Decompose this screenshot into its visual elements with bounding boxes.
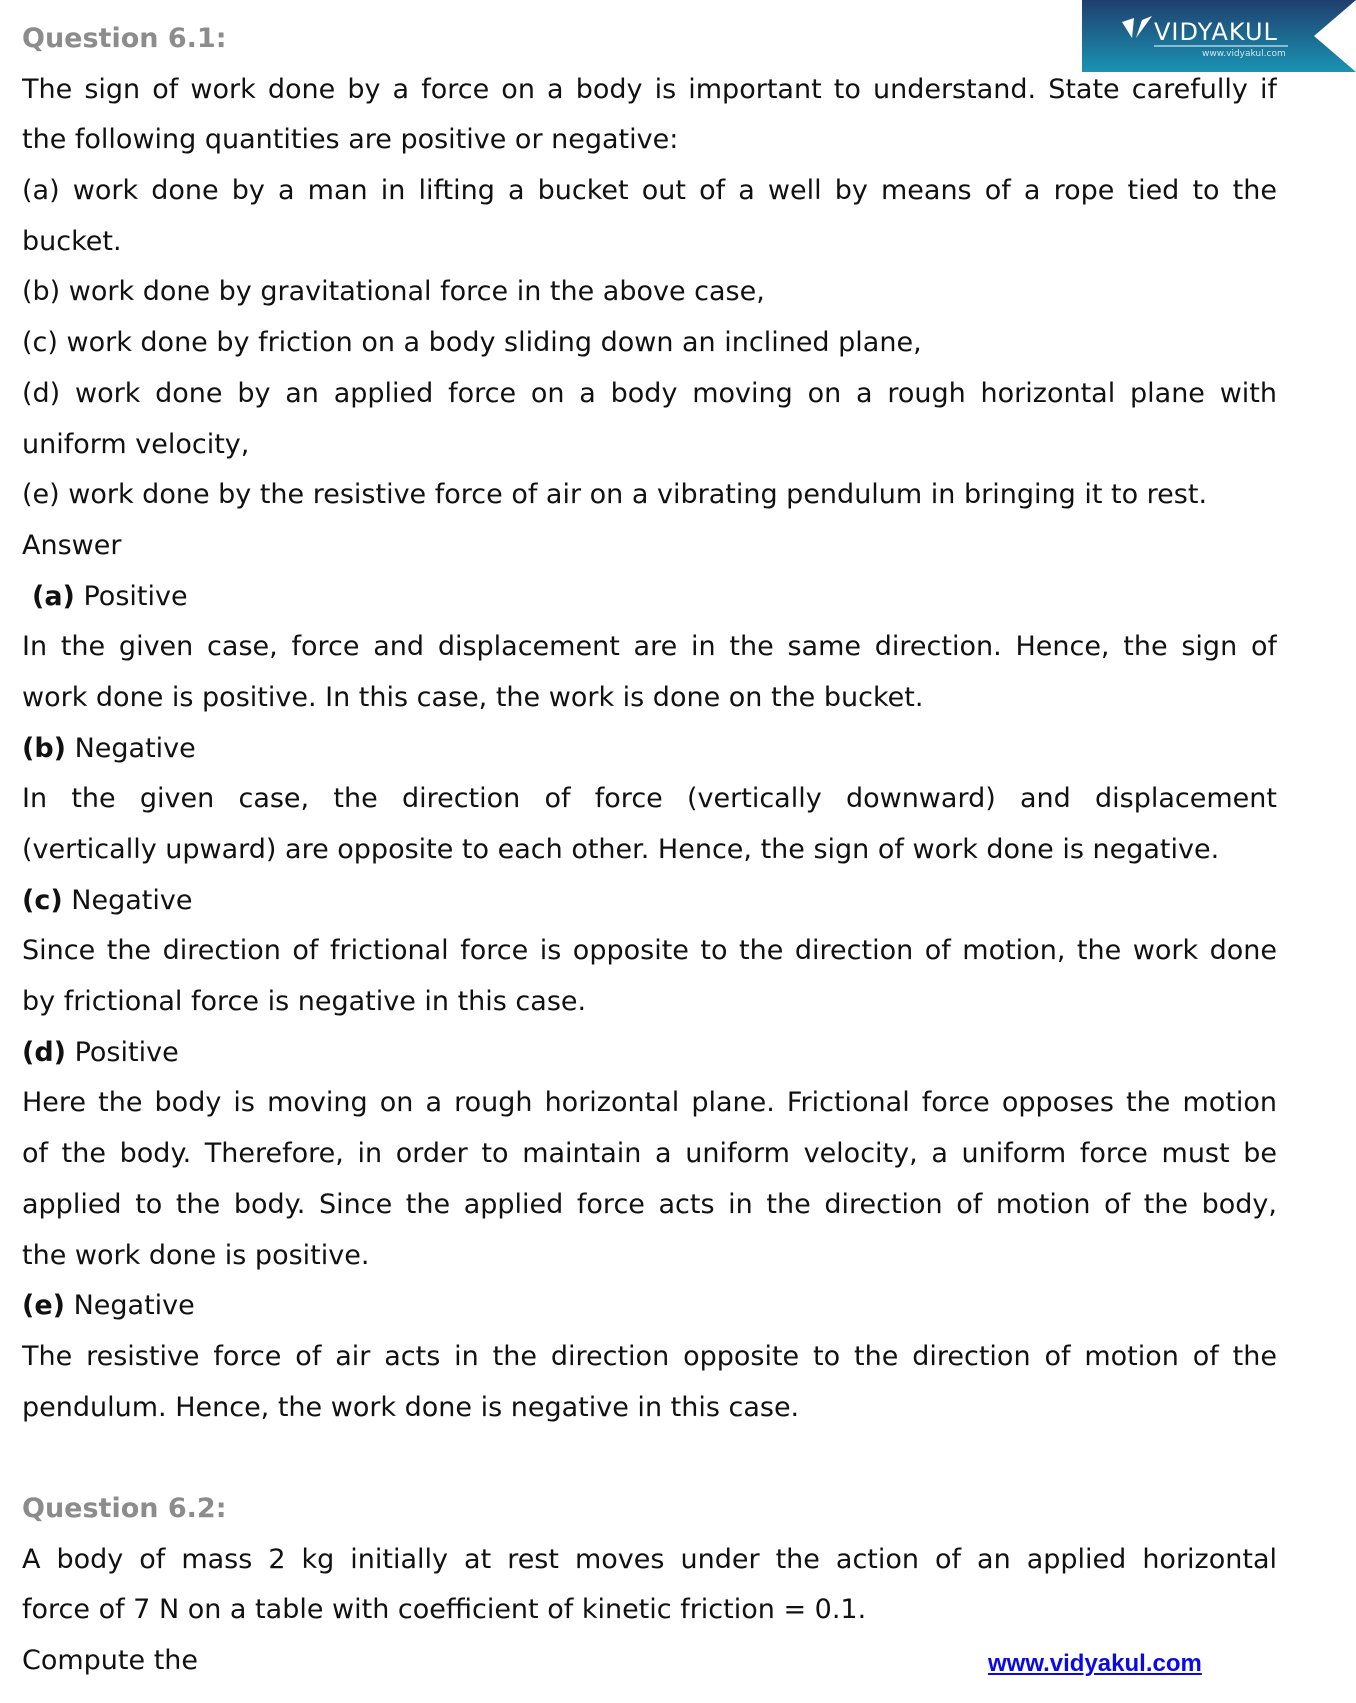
answer-e-explanation: pendulum. Hence, the work done is negative in this case. — [22, 1391, 800, 1423]
answer-d-explanation: Here the body is moving on a rough horizontal plane. Frictional force opposes the motion — [22, 1087, 1277, 1119]
answer-d-verdict: Positive — [66, 1036, 179, 1068]
answer-c-verdict: Negative — [62, 884, 193, 916]
answer-d-heading — [22, 1028, 1277, 1079]
answer-b-verdict: Negative — [66, 732, 196, 764]
logo-brand-text: VIDYAKUL — [1154, 18, 1278, 46]
answer-a-verdict: Positive — [74, 580, 188, 612]
answer-d-explanation: applied to the body. Since the applied force acts in the direction of motion of the body, — [22, 1188, 1277, 1220]
answer-c-explanation: by frictional force is negative in this case. — [22, 986, 587, 1018]
question-part-d: (d) work done by an applied force on a body moving on a rough horizontal plane with — [22, 377, 1277, 409]
answer-b-explanation: (vertically upward) are opposite to each other. Hence, the sign of work done is negative. — [22, 834, 1220, 865]
question-heading: Question 6.2: — [22, 1492, 227, 1524]
question-part-e: (e) work done by the resistive force of air on a vibrating pendulum in bringing it to rest. — [22, 479, 1208, 511]
answer-a-explanation: In the given case, force and displacement are in the same direction. Hence, the sign of — [22, 631, 1277, 663]
answer-d-explanation: of the body. Therefore, in order to maintain a uniform velocity, a uniform force must be — [22, 1138, 1277, 1170]
answer-a-label: (a) — [32, 580, 75, 612]
answer-b-explanation: In the given case, the direction of force (vertically downward) and displacement — [22, 783, 1277, 815]
answer-b-heading — [22, 724, 1277, 775]
answer-a-explanation: work done is positive. In this case, the work is done on the bucket. — [22, 681, 924, 713]
answer-d-explanation: the work done is positive. — [22, 1239, 370, 1271]
section-spacer — [22, 1433, 1277, 1484]
answer-c-heading — [22, 876, 1277, 927]
question-part-a-cont: bucket. — [22, 225, 122, 257]
question-2-line: A body of mass 2 kg initially at rest moves under the action of an applied horizontal — [22, 1543, 1277, 1575]
question-heading: Question 6.1: — [22, 23, 227, 54]
answer-e-explanation: The resistive force of air acts in the direction opposite to the direction of motion of the — [22, 1340, 1277, 1372]
question-part-d-cont: uniform velocity, — [22, 428, 250, 460]
answer-label: Answer — [22, 529, 122, 561]
answer-e-verdict: Negative — [65, 1290, 195, 1322]
question-intro-line: The sign of work done by a force on a body is important to understand. State carefully if — [22, 73, 1277, 105]
question-part-a: (a) work done by a man in lifting a bucket out of a well by means of a rope tied to the — [22, 175, 1277, 207]
answer-a-heading — [22, 572, 1277, 623]
question-intro-line: the following quantities are positive or negative: — [22, 124, 679, 156]
answer-c-label: (c) — [22, 884, 63, 916]
footer-website-link[interactable]: www.vidyakul.com — [988, 1650, 1202, 1677]
document-page — [22, 14, 1277, 1687]
question-2-line: force of 7 N on a table with coefficient of kinetic friction = 0.1. — [22, 1594, 867, 1626]
question-part-b: (b) work done by gravitational force in the above case, — [22, 276, 765, 308]
answer-e-heading — [22, 1281, 1277, 1332]
answer-b-label: (b) — [22, 732, 67, 764]
logo-url-text: www.vidyakul.com — [1202, 49, 1286, 59]
answer-c-explanation: Since the direction of frictional force is opposite to the direction of motion, the work done — [22, 935, 1277, 967]
answer-e-label: (e) — [22, 1290, 65, 1322]
question-2-line: Compute the — [22, 1645, 199, 1676]
answer-d-label: (d) — [22, 1036, 67, 1068]
question-part-c: (c) work done by friction on a body sliding down an inclined plane, — [22, 327, 922, 359]
